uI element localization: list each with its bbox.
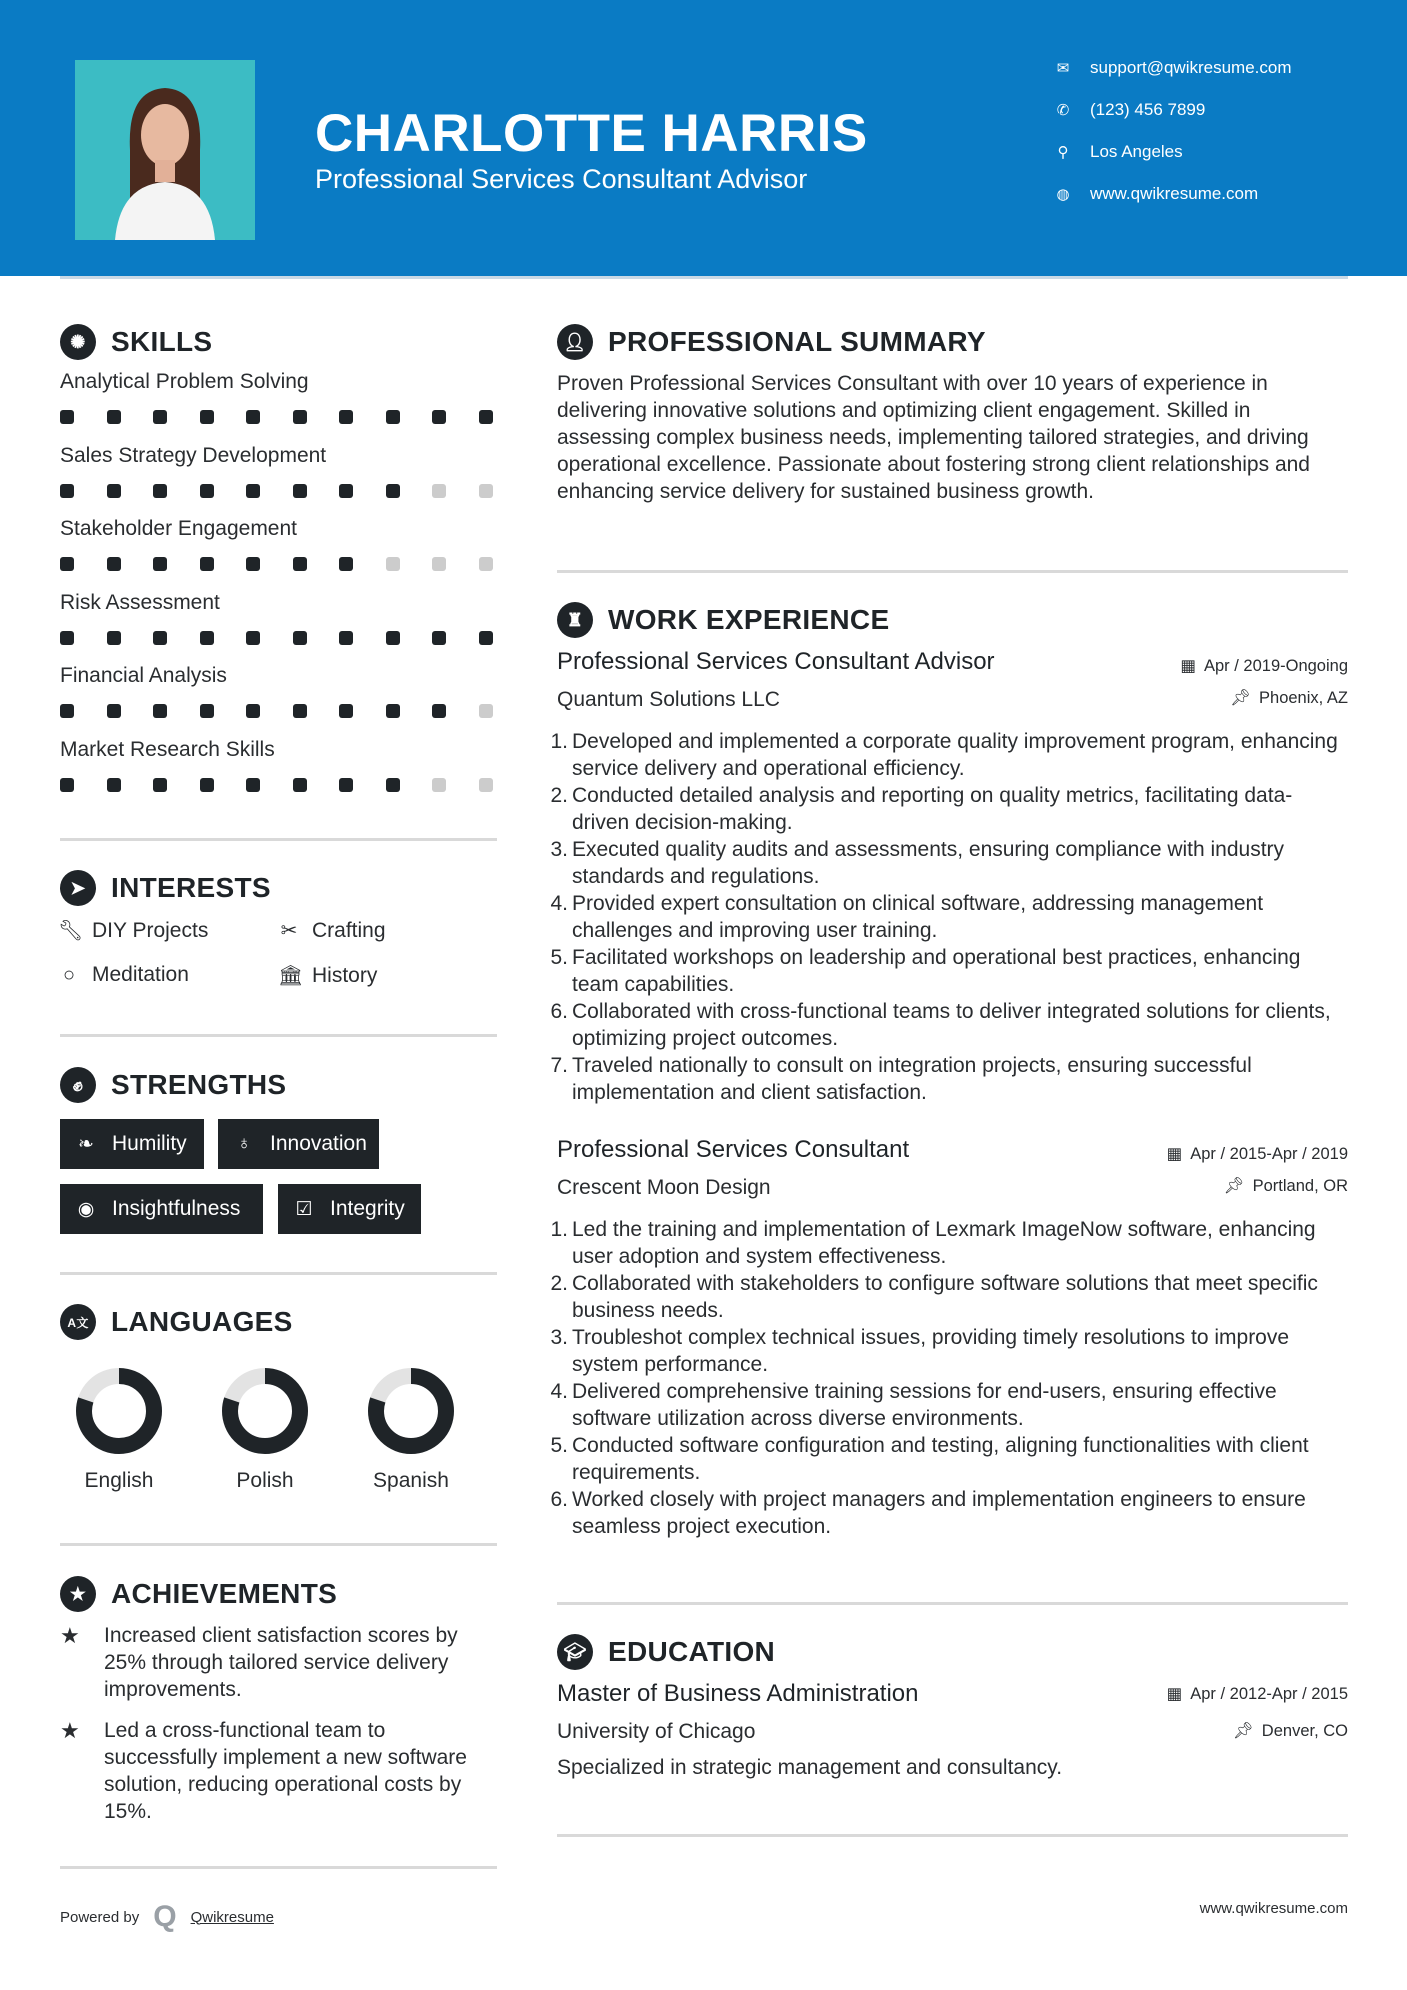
filled-dot xyxy=(200,557,214,571)
skills-heading xyxy=(60,324,212,360)
eye-icon: ◉ xyxy=(77,1198,95,1220)
briefcase-user-icon: ♜ xyxy=(557,602,593,638)
heading-text: WORK EXPERIENCE xyxy=(608,604,890,635)
filled-dot xyxy=(107,410,121,424)
strength-tag xyxy=(60,1184,263,1234)
divider xyxy=(557,1602,1348,1605)
location-text: Los Angeles xyxy=(1090,142,1183,161)
strength-label: Integrity xyxy=(330,1197,405,1220)
filled-dot xyxy=(60,704,74,718)
filled-dot xyxy=(386,631,400,645)
globe-icon: ◍ xyxy=(1056,186,1070,203)
language-item xyxy=(195,1366,335,1493)
filled-dot xyxy=(153,778,167,792)
bullet-number: 3. xyxy=(550,1326,568,1349)
education-date xyxy=(1167,1684,1348,1704)
bullet-item xyxy=(550,728,1348,782)
star-icon: ★ xyxy=(60,1718,80,1743)
bullet-item xyxy=(550,1216,1348,1270)
bullet-number: 4. xyxy=(550,892,568,915)
divider xyxy=(557,570,1348,573)
skill-level-dots xyxy=(60,410,493,424)
experience-heading xyxy=(557,602,889,638)
footer-powered-by xyxy=(60,1900,274,1934)
calendar-icon: ▦ xyxy=(1166,1145,1183,1163)
divider xyxy=(60,1272,497,1275)
bullet-item xyxy=(550,1324,1348,1378)
bullet-text: Collaborated with stakeholders to configure software solutions that meet specific business needs. xyxy=(572,1272,1318,1322)
powered-by-text: Powered by xyxy=(60,1908,140,1926)
skill-name: Financial Analysis xyxy=(60,664,227,687)
star-badge-icon: ★ xyxy=(60,1576,96,1612)
museum-icon: 🏛︎ xyxy=(278,965,304,987)
header-divider xyxy=(60,276,1348,279)
strength-tag xyxy=(218,1119,379,1169)
school: University of Chicago xyxy=(557,1720,756,1743)
achievement-text: Increased client satisfaction scores by 25% through tailored service delivery improvements. xyxy=(104,1624,458,1701)
filled-dot xyxy=(153,704,167,718)
heading-text: INTERESTS xyxy=(111,872,271,903)
filled-dot xyxy=(60,484,74,498)
heading-text: EDUCATION xyxy=(608,1636,776,1667)
filled-dot xyxy=(479,410,493,424)
education-description: Specialized in strategic management and consultancy. xyxy=(557,1756,1063,1779)
bullet-number: 5. xyxy=(550,946,568,969)
filled-dot xyxy=(432,410,446,424)
checkbox-icon: ☑ xyxy=(295,1198,313,1220)
education-location xyxy=(1233,1722,1348,1741)
bullet-text: Executed quality audits and assessments, ensuring compliance with industry standards and regulations. xyxy=(572,838,1285,888)
filled-dot xyxy=(339,778,353,792)
candidate-title: Professional Services Consultant Advisor xyxy=(315,164,808,194)
interest-label: Meditation xyxy=(92,963,189,986)
filled-dot xyxy=(246,778,260,792)
date-text: Apr / 2012-Apr / 2015 xyxy=(1190,1684,1348,1703)
bullet-item xyxy=(550,944,1348,998)
header xyxy=(0,0,1407,276)
filled-dot xyxy=(200,631,214,645)
filled-dot xyxy=(246,484,260,498)
job-bullets xyxy=(550,728,1348,1106)
bullet-item xyxy=(550,782,1348,836)
filled-dot xyxy=(153,557,167,571)
skill-level-dots xyxy=(60,704,493,718)
interest-label: DIY Projects xyxy=(92,918,209,942)
achievement-item xyxy=(60,1717,497,1825)
empty-dot xyxy=(479,484,493,498)
bullet-number: 3. xyxy=(550,838,568,861)
bullet-number: 5. xyxy=(550,1434,568,1457)
divider xyxy=(557,1834,1348,1837)
bullet-item xyxy=(550,1432,1348,1486)
interest-label: History xyxy=(312,963,378,987)
strength-label: Humility xyxy=(112,1132,187,1155)
envelope-icon: ✉ xyxy=(1056,60,1070,77)
lightbulb-icon: ♁ xyxy=(236,1133,252,1154)
job-location xyxy=(1224,1177,1348,1196)
achievements-heading xyxy=(60,1576,337,1612)
calendar-icon: ▦ xyxy=(1180,657,1196,675)
divider xyxy=(60,1034,497,1037)
achievement-text: Led a cross-functional team to successfully implement a new software solution, reducing operational costs by 15%. xyxy=(104,1719,467,1823)
graduate-icon: 🎓︎ xyxy=(557,1634,593,1670)
filled-dot xyxy=(339,410,353,424)
pin-icon: 📌︎ xyxy=(1232,1722,1254,1740)
filled-dot xyxy=(153,484,167,498)
divider xyxy=(60,1866,497,1869)
filled-dot xyxy=(386,410,400,424)
strength-label: Insightfulness xyxy=(112,1197,241,1220)
filled-dot xyxy=(60,778,74,792)
language-item xyxy=(49,1366,189,1493)
filled-dot xyxy=(153,410,167,424)
pin-icon: 📌︎ xyxy=(1230,689,1252,707)
interest-item xyxy=(58,918,208,943)
job-date xyxy=(1167,1144,1348,1164)
email-text: support@qwikresume.com xyxy=(1090,58,1292,77)
filled-dot xyxy=(479,631,493,645)
scissors-icon: ✂ xyxy=(280,920,298,942)
leaf-icon: ❧ xyxy=(78,1133,94,1155)
filled-dot xyxy=(246,410,260,424)
empty-dot xyxy=(479,778,493,792)
bullet-text: Provided expert consultation on clinical software, addressing management challenges and improving user training. xyxy=(572,892,1264,942)
bullet-text: Conducted detailed analysis and reporting on quality metrics, facilitating data-driven decision-making. xyxy=(572,784,1293,834)
contact-phone[interactable] xyxy=(1054,100,1205,120)
language-donut xyxy=(366,1366,456,1456)
bullet-text: Facilitated workshops on leadership and operational best practices, enhancing team capabilities. xyxy=(572,946,1301,996)
bullet-text: Worked closely with project managers and implementation engineers to ensure seamless project execution. xyxy=(572,1488,1306,1538)
interest-label: Crafting xyxy=(312,918,386,942)
bullet-text: Developed and implemented a corporate quality improvement program, enhancing service delivery and operational efficiency. xyxy=(572,730,1338,780)
strength-label: Innovation xyxy=(270,1132,367,1155)
filled-dot xyxy=(200,704,214,718)
bullet-number: 4. xyxy=(550,1380,568,1403)
language-label: English xyxy=(84,1469,154,1492)
summary-text: Proven Professional Services Consultant with over 10 years of experience in delivering innovative solutions and optimizing client engagement. Skilled in assessing complex business needs, implementing tailored strategies, and driving operational excellence. Passionate about fostering strong client relationships and enhancing service delivery for sustained business growth. xyxy=(557,372,1310,503)
wrench-icon: 🔧︎ xyxy=(58,920,84,942)
qwikresume-logo-icon: Q xyxy=(153,1900,177,1933)
empty-dot xyxy=(432,557,446,571)
job-date xyxy=(1180,656,1348,676)
skill-level-dots xyxy=(60,778,493,792)
filled-dot xyxy=(60,557,74,571)
filled-dot xyxy=(386,704,400,718)
filled-dot xyxy=(293,704,307,718)
language-label: Polish xyxy=(236,1469,294,1492)
bullet-text: Conducted software configuration and testing, aligning functionalities with client requirements. xyxy=(572,1434,1309,1484)
bullet-text: Led the training and implementation of Lexmark ImageNow software, enhancing user adoption and system effectiveness. xyxy=(572,1218,1316,1268)
fist-icon: ✊︎ xyxy=(60,1067,96,1103)
bullet-item xyxy=(550,1378,1348,1432)
language-donut xyxy=(74,1366,164,1456)
filled-dot xyxy=(107,704,121,718)
location-text: Phoenix, AZ xyxy=(1259,689,1348,707)
bullet-number: 7. xyxy=(550,1054,568,1077)
pin-icon: 📌︎ xyxy=(1223,1177,1245,1195)
filled-dot xyxy=(339,704,353,718)
location-text: Portland, OR xyxy=(1252,1177,1348,1195)
filled-dot xyxy=(339,557,353,571)
bullet-number: 1. xyxy=(550,1218,568,1241)
empty-dot xyxy=(386,557,400,571)
filled-dot xyxy=(432,704,446,718)
strengths-heading xyxy=(60,1067,286,1103)
bullet-number: 2. xyxy=(550,784,568,807)
skill-level-dots xyxy=(60,557,493,571)
contact-website[interactable] xyxy=(1054,184,1258,204)
filled-dot xyxy=(153,631,167,645)
bullet-number: 6. xyxy=(550,1488,568,1511)
filled-dot xyxy=(386,778,400,792)
filled-dot xyxy=(293,778,307,792)
job-location xyxy=(1230,689,1348,708)
contact-email[interactable] xyxy=(1054,58,1292,78)
filled-dot xyxy=(107,557,121,571)
filled-dot xyxy=(386,484,400,498)
strength-tag xyxy=(278,1184,421,1234)
filled-dot xyxy=(339,484,353,498)
language-donut xyxy=(220,1366,310,1456)
bullet-item xyxy=(550,998,1348,1052)
bullet-number: 6. xyxy=(550,1000,568,1023)
candidate-name: CHARLOTTE HARRIS xyxy=(315,104,868,163)
filled-dot xyxy=(107,631,121,645)
empty-dot xyxy=(432,778,446,792)
filled-dot xyxy=(293,410,307,424)
divider xyxy=(60,1543,497,1546)
bullet-item xyxy=(550,1270,1348,1324)
profile-photo xyxy=(75,60,255,240)
bullet-item xyxy=(550,836,1348,890)
skill-name: Stakeholder Engagement xyxy=(60,517,297,540)
job-bullets xyxy=(550,1216,1348,1540)
heading-text: ACHIEVEMENTS xyxy=(111,1578,338,1609)
job-title: Professional Services Consultant xyxy=(557,1136,910,1163)
filled-dot xyxy=(339,631,353,645)
filled-dot xyxy=(293,484,307,498)
filled-dot xyxy=(293,557,307,571)
heading-text: LANGUAGES xyxy=(111,1306,293,1337)
bullet-number: 2. xyxy=(550,1272,568,1295)
interest-item xyxy=(278,918,386,943)
circle-icon: ○ xyxy=(62,963,76,986)
lightbulb-icon: ✺ xyxy=(60,324,96,360)
empty-dot xyxy=(479,704,493,718)
empty-dot xyxy=(432,484,446,498)
language-icon: A文 xyxy=(60,1304,96,1340)
filled-dot xyxy=(60,410,74,424)
filled-dot xyxy=(432,631,446,645)
heading-text: PROFESSIONAL SUMMARY xyxy=(608,326,986,357)
date-text: Apr / 2019-Ongoing xyxy=(1203,656,1348,675)
heading-text: STRENGTHS xyxy=(111,1069,287,1100)
interests-heading xyxy=(60,870,271,906)
skill-level-dots xyxy=(60,484,493,498)
filled-dot xyxy=(246,704,260,718)
job-title: Professional Services Consultant Advisor xyxy=(557,648,995,675)
bullet-text: Collaborated with cross-functional teams to deliver integrated solutions for clients, optimizing project outcomes. xyxy=(572,1000,1331,1050)
bullet-text: Delivered comprehensive training sessions for end-users, ensuring effective software utilization across diverse environments. xyxy=(572,1380,1277,1430)
bullet-text: Troubleshot complex technical issues, providing timely resolutions to improve system performance. xyxy=(572,1326,1290,1376)
map-pin-icon: ⚲ xyxy=(1057,144,1069,161)
skill-name: Analytical Problem Solving xyxy=(60,370,309,393)
bullet-item xyxy=(550,890,1348,944)
bullet-item xyxy=(550,1486,1348,1540)
skill-level-dots xyxy=(60,631,493,645)
empty-dot xyxy=(479,557,493,571)
company: Quantum Solutions LLC xyxy=(557,688,780,711)
language-label: Spanish xyxy=(373,1469,449,1492)
skill-name: Risk Assessment xyxy=(60,590,220,614)
education-heading xyxy=(557,1634,775,1670)
filled-dot xyxy=(200,410,214,424)
footer-website[interactable]: www.qwikresume.com xyxy=(1199,1900,1348,1917)
bullet-text: Traveled nationally to consult on integration projects, ensuring successful implementation and client satisfaction. xyxy=(572,1054,1252,1104)
skill-name: Sales Strategy Development xyxy=(60,443,327,467)
heading-text: SKILLS xyxy=(111,326,213,357)
filled-dot xyxy=(246,557,260,571)
bullet-number: 1. xyxy=(550,730,568,753)
achievement-item xyxy=(60,1622,497,1703)
languages-heading xyxy=(60,1304,293,1340)
phone-icon: ✆ xyxy=(1056,102,1070,119)
language-item xyxy=(341,1366,481,1493)
company: Crescent Moon Design xyxy=(557,1176,771,1199)
degree: Master of Business Administration xyxy=(557,1680,919,1707)
paper-plane-icon: ➤ xyxy=(60,870,96,906)
website-text: www.qwikresume.com xyxy=(1090,184,1259,203)
filled-dot xyxy=(246,631,260,645)
summary-heading xyxy=(557,324,986,360)
user-icon: 👤︎ xyxy=(557,324,593,360)
filled-dot xyxy=(107,484,121,498)
calendar-icon: ▦ xyxy=(1166,1685,1183,1703)
strength-tag xyxy=(60,1119,204,1169)
interest-item xyxy=(278,963,377,988)
filled-dot xyxy=(200,778,214,792)
interest-item xyxy=(58,963,189,987)
location-text: Denver, CO xyxy=(1261,1722,1348,1740)
phone-text: (123) 456 7899 xyxy=(1090,100,1206,119)
contact-location xyxy=(1054,142,1183,162)
filled-dot xyxy=(293,631,307,645)
filled-dot xyxy=(60,631,74,645)
filled-dot xyxy=(200,484,214,498)
date-text: Apr / 2015-Apr / 2019 xyxy=(1190,1144,1348,1163)
divider xyxy=(60,838,497,841)
star-icon: ★ xyxy=(60,1623,80,1648)
filled-dot xyxy=(107,778,121,792)
qwikresume-link[interactable]: Qwikresume xyxy=(190,1908,274,1926)
skill-name: Market Research Skills xyxy=(60,737,275,761)
bullet-item xyxy=(550,1052,1348,1106)
